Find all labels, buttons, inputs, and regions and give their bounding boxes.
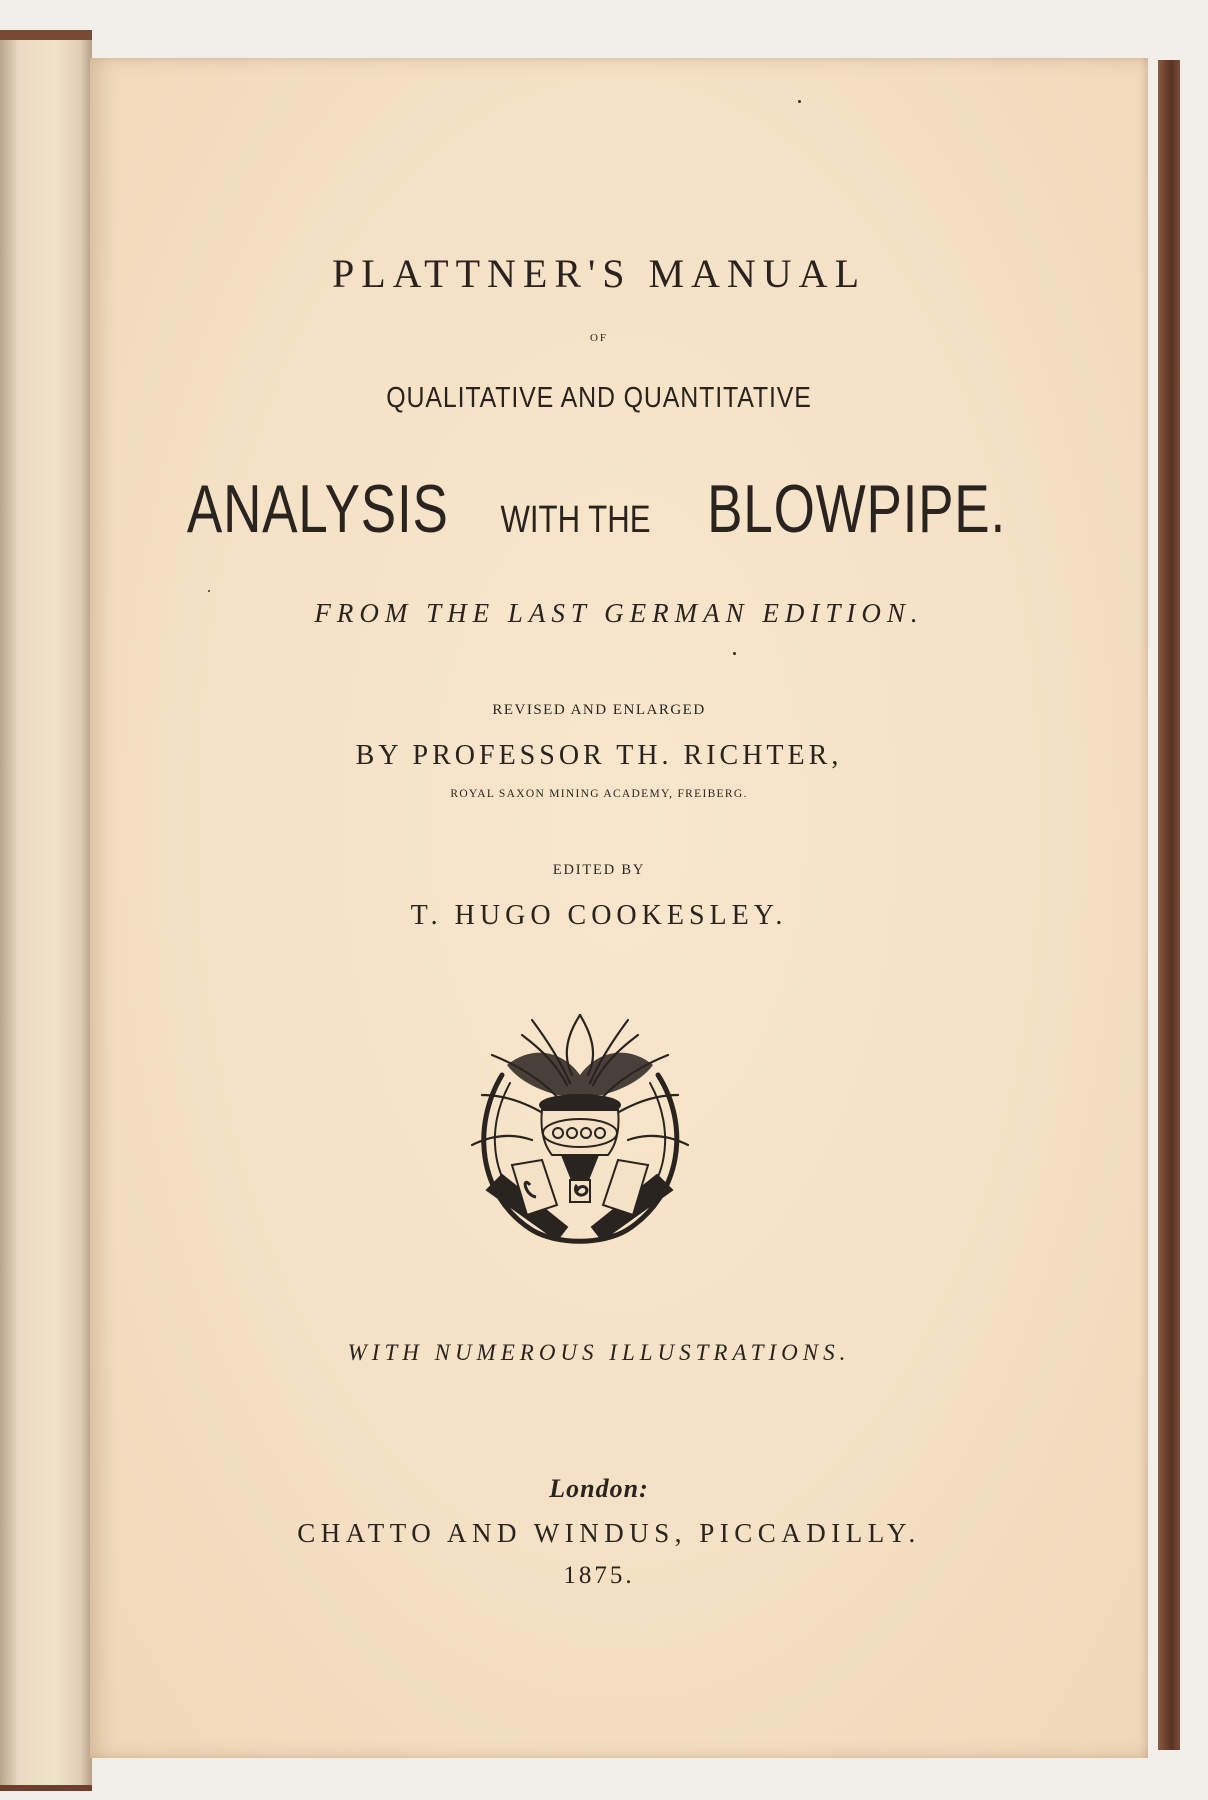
revised-note: REVISED AND ENLARGED [492,702,706,718]
publisher-emblem-icon [462,1005,698,1265]
title-with-the: WITH THE [500,499,651,541]
title-of-word: OF [589,332,609,344]
paper-speck [798,100,801,103]
edition-note: FROM THE LAST GERMAN EDITION. [314,598,924,628]
publication-city: London: [549,1474,649,1503]
book-board-right [1158,60,1180,1750]
paper-speck [733,652,736,655]
illustrations-note: WITH NUMEROUS ILLUSTRATIONS. [347,1340,851,1365]
title-line-3 [70,470,1128,548]
author-line: BY PROFESSOR TH. RICHTER, [355,740,843,771]
author-affiliation: ROYAL SAXON MINING ACADEMY, FREIBERG. [450,788,748,800]
edited-by: EDITED BY [552,862,646,878]
publisher-name: CHATTO AND WINDUS, PICCADILLY. [297,1518,921,1548]
title-line-2: QUALITATIVE AND QUANTITATIVE [386,382,812,414]
publication-year: 1875. [563,1562,635,1589]
title-analysis: ANALYSIS [186,471,449,547]
paper-speck [208,590,210,592]
title-line-1: PLATTNER'S MANUAL [332,251,866,296]
editor-name: T. HUGO COOKESLEY. [410,900,788,931]
title-blowpipe: BLOWPIPE. [707,471,1007,547]
